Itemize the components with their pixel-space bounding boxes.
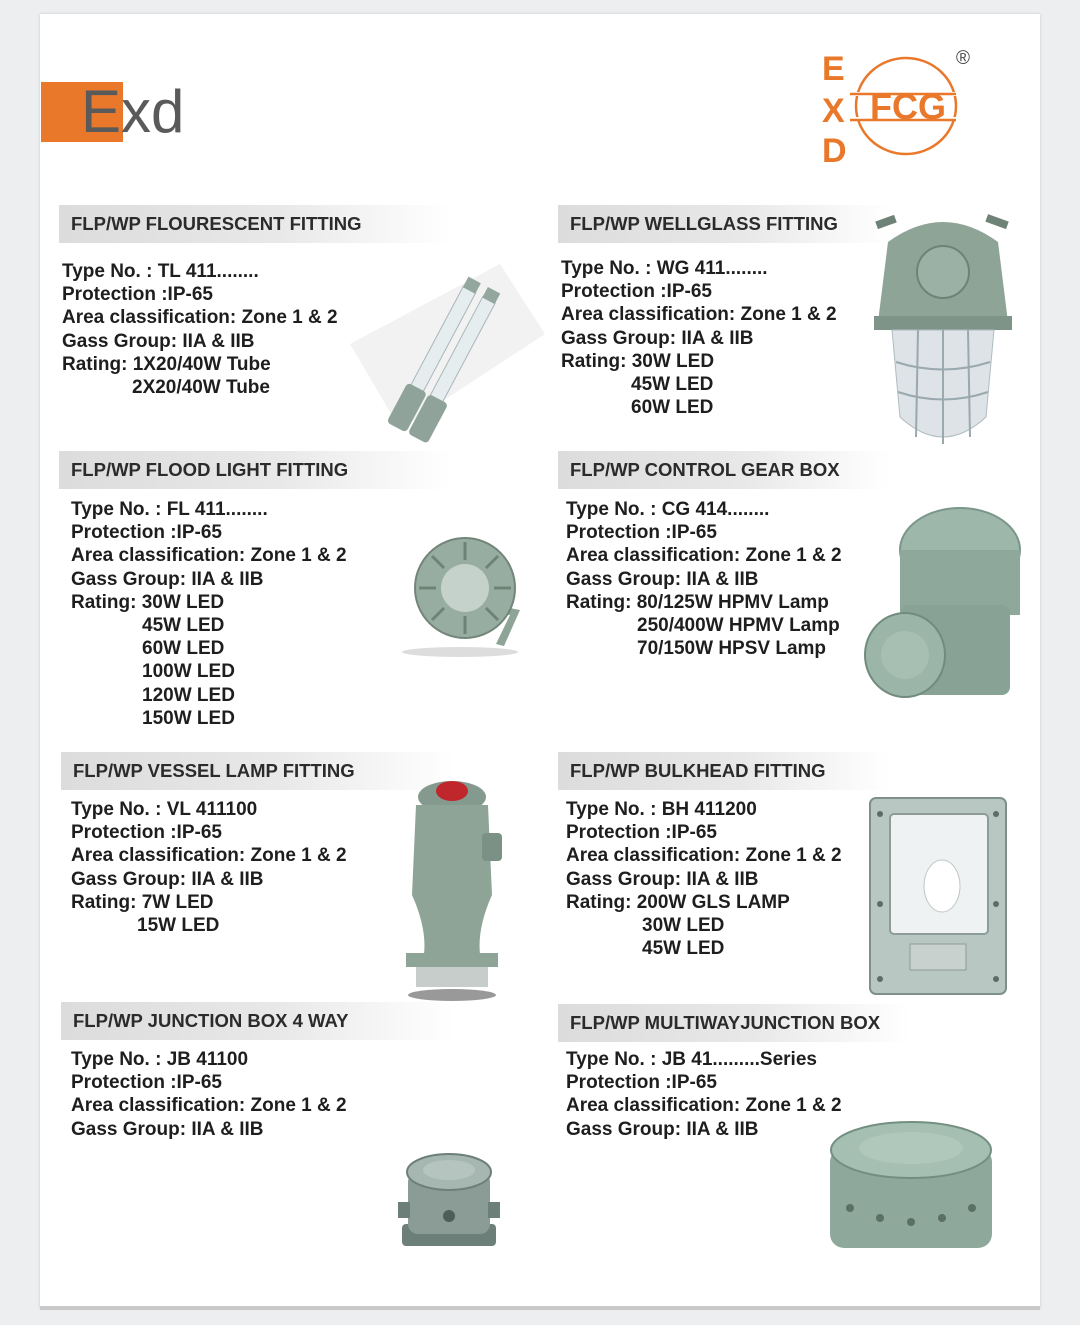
vessel-lamp-image (402, 775, 507, 1003)
spec-gas: Gass Group: IIA & IIB (566, 568, 759, 590)
spec-protection: Protection :IP-65 (566, 822, 717, 844)
section-title-floodlight: FLP/WP FLOOD LIGHT FITTING (59, 451, 451, 489)
logo-letter-d: D (822, 132, 847, 168)
spec-rating-extra: 60W LED (631, 397, 714, 419)
spec-rating: Rating: 30W LED (561, 350, 715, 372)
registered-mark: ® (956, 48, 970, 69)
fcg-logo (814, 44, 984, 168)
spec-type: Type No. : BH 411200 (566, 799, 757, 820)
spec-area: Area classification: Zone 1 & 2 (71, 545, 347, 567)
spec-type: Type No. : FL 411........ (71, 499, 268, 520)
spec-area: Area classification: Zone 1 & 2 (62, 307, 338, 329)
spec-rating-extra: 250/400W HPMV Lamp (637, 615, 840, 637)
section-title-controlgear: FLP/WP CONTROL GEAR BOX (558, 451, 890, 489)
spec-rating-extra: 45W LED (642, 938, 725, 960)
spec-controlgear (566, 498, 842, 660)
spec-rating: Rating: 30W LED (71, 591, 225, 613)
brand-text: Exd (81, 78, 185, 145)
controlgear-box-image (860, 505, 1025, 710)
spec-wellglass (561, 257, 837, 419)
section-title-vessel: FLP/WP VESSEL LAMP FITTING (61, 752, 453, 790)
spec-rating-extra: 70/150W HPSV Lamp (637, 638, 827, 660)
spec-rating: Rating: 1X20/40W Tube (62, 353, 271, 375)
page-bottom-border (40, 1306, 1040, 1310)
spec-gas: Gass Group: IIA & IIB (71, 868, 264, 890)
spec-gas: Gass Group: IIA & IIB (71, 1118, 264, 1140)
spec-protection: Protection :IP-65 (561, 281, 712, 303)
spec-multiway (566, 1048, 842, 1141)
spec-gas: Gass Group: IIA & IIB (71, 568, 264, 590)
flourescent-fitting-image (340, 244, 550, 444)
spec-protection: Protection :IP-65 (71, 822, 222, 844)
spec-type: Type No. : VL 411100 (71, 799, 258, 820)
spec-gas: Gass Group: IIA & IIB (561, 327, 754, 349)
spec-vessel (71, 798, 347, 937)
spec-area: Area classification: Zone 1 & 2 (561, 304, 837, 326)
spec-protection: Protection :IP-65 (71, 522, 222, 544)
spec-area: Area classification: Zone 1 & 2 (566, 545, 842, 567)
spec-gas: Gass Group: IIA & IIB (566, 1118, 759, 1140)
spec-rating-extra: 30W LED (642, 915, 725, 937)
spec-type: Type No. : JB 41100 (71, 1049, 249, 1070)
spec-rating: Rating: 7W LED (71, 891, 214, 913)
spec-type: Type No. : TL 411........ (62, 261, 259, 282)
section-title-wellglass: FLP/WP WELLGLASS FITTING (558, 205, 890, 243)
spec-rating-extra: 120W LED (142, 684, 235, 706)
section-title-bulkhead: FLP/WP BULKHEAD FITTING (558, 752, 890, 790)
spec-rating-extra: 2X20/40W Tube (132, 377, 270, 399)
spec-gas: Gass Group: IIA & IIB (62, 330, 255, 352)
section-title-multiway: FLP/WP MULTIWAYJUNCTION BOX (558, 1004, 910, 1042)
spec-rating-extra: 100W LED (142, 661, 235, 683)
spec-type: Type No. : CG 414........ (566, 499, 770, 520)
floodlight-fitting-image (400, 520, 525, 660)
spec-rating: Rating: 80/125W HPMV Lamp (566, 591, 829, 613)
junction-box-4way-image (398, 1146, 500, 1256)
spec-rating-extra: 60W LED (142, 638, 225, 660)
multiway-junction-box-image (820, 1108, 1002, 1258)
spec-type: Type No. : WG 411........ (561, 258, 768, 279)
spec-type: Type No. : JB 41.........Series (566, 1049, 817, 1070)
spec-gas: Gass Group: IIA & IIB (566, 868, 759, 890)
bulkhead-fitting-image (866, 794, 1011, 998)
spec-area: Area classification: Zone 1 & 2 (71, 845, 347, 867)
logo-letter-e: E (822, 50, 845, 88)
spec-rating-extra: 15W LED (137, 915, 220, 937)
logo-letter-x: X (822, 92, 845, 130)
spec-protection: Protection :IP-65 (62, 284, 213, 306)
section-title-flourescent: FLP/WP FLOURESCENT FITTING (59, 205, 451, 243)
spec-junction4 (71, 1048, 347, 1141)
spec-flourescent (62, 260, 338, 399)
spec-rating: Rating: 200W GLS LAMP (566, 891, 790, 913)
spec-protection: Protection :IP-65 (566, 522, 717, 544)
spec-rating-extra: 150W LED (142, 707, 235, 729)
spec-area: Area classification: Zone 1 & 2 (566, 845, 842, 867)
wellglass-fitting-image (868, 212, 1018, 462)
logo-fcg: FCG (870, 86, 946, 127)
spec-protection: Protection :IP-65 (71, 1072, 222, 1094)
spec-bulkhead (566, 798, 842, 960)
spec-area: Area classification: Zone 1 & 2 (566, 1095, 842, 1117)
spec-area: Area classification: Zone 1 & 2 (71, 1095, 347, 1117)
spec-rating-extra: 45W LED (142, 615, 225, 637)
spec-floodlight (71, 498, 347, 730)
spec-protection: Protection :IP-65 (566, 1072, 717, 1094)
section-title-junction4: FLP/WP JUNCTION BOX 4 WAY (61, 1002, 453, 1040)
spec-rating-extra: 45W LED (631, 374, 714, 396)
